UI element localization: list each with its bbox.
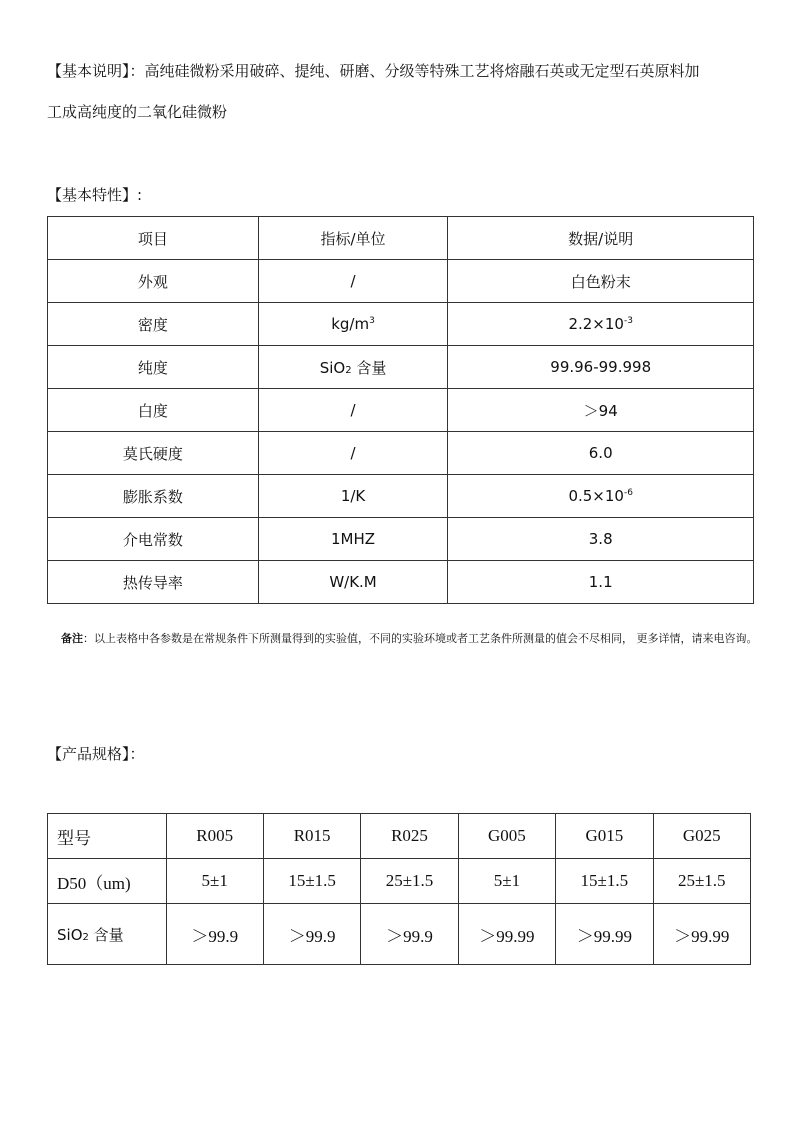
sio2-label	[48, 904, 167, 965]
property-name: 热传导率	[48, 561, 259, 604]
d50-cell: 15±1.5	[556, 859, 653, 904]
property-unit: /	[258, 432, 448, 475]
sio2-cell: ＞99.9	[166, 904, 263, 965]
property-name: 膨胀系数	[48, 475, 259, 518]
specs-sio2-row	[48, 904, 751, 965]
property-name: 莫氏硬度	[48, 432, 259, 475]
d50-cell: 5±1	[166, 859, 263, 904]
model-cell: R015	[263, 814, 360, 859]
specs-table	[47, 813, 751, 965]
properties-table	[47, 216, 754, 604]
property-name: 密度	[48, 303, 259, 346]
intro-line-2: 工成高纯度的二氧化硅微粉	[47, 103, 228, 121]
table-row	[48, 561, 754, 604]
d50-cell: 15±1.5	[263, 859, 360, 904]
property-unit: 1MHZ	[258, 518, 448, 561]
sio2-cell: ＞99.9	[263, 904, 360, 965]
table-row	[48, 432, 754, 475]
properties-title: 【基本特性】:	[47, 186, 143, 204]
d50-cell: 5±1	[458, 859, 555, 904]
sio2-label-subscript: 2	[82, 931, 89, 943]
specs-model-row	[48, 814, 751, 859]
d50-cell: 25±1.5	[653, 859, 750, 904]
table-row	[48, 303, 754, 346]
header-item: 项目	[48, 217, 259, 260]
unit-base: kg/m	[331, 315, 370, 333]
property-value	[448, 303, 754, 346]
model-cell: G015	[556, 814, 653, 859]
table-row	[48, 346, 754, 389]
table-row	[48, 518, 754, 561]
property-unit: /	[258, 389, 448, 432]
property-value: 1.1	[448, 561, 754, 604]
sio2-label-suffix: 含量	[88, 925, 124, 944]
sio2-cell: ＞99.9	[361, 904, 458, 965]
model-cell: G005	[458, 814, 555, 859]
specs-d50-row	[48, 859, 751, 904]
sio2-cell: ＞99.99	[458, 904, 555, 965]
sio2-cell: ＞99.99	[556, 904, 653, 965]
d50-cell: 25±1.5	[361, 859, 458, 904]
value-base: 0.5×10	[568, 487, 624, 505]
property-unit: W/K.M	[258, 561, 448, 604]
property-value	[448, 475, 754, 518]
unit-suffix: 含量	[351, 358, 387, 377]
property-value: 99.96-99.998	[448, 346, 754, 389]
d50-label: D50（um)	[48, 859, 167, 904]
header-unit: 指标/单位	[258, 217, 448, 260]
header-value: 数据/说明	[448, 217, 754, 260]
model-cell: R025	[361, 814, 458, 859]
table-row	[48, 475, 754, 518]
property-value: 白色粉末	[448, 260, 754, 303]
property-name: 纯度	[48, 346, 259, 389]
value-superscript: -3	[623, 316, 633, 326]
property-unit	[258, 346, 448, 389]
table-row	[48, 389, 754, 432]
property-value: ＞94	[448, 389, 754, 432]
property-value: 6.0	[448, 432, 754, 475]
model-label: 型号	[48, 814, 167, 859]
property-unit: /	[258, 260, 448, 303]
value-base: 2.2×10	[568, 315, 624, 333]
value-superscript: -6	[623, 488, 633, 498]
intro-line-1: 【基本说明】：高纯硅微粉采用破碎、提纯、研磨、分级等特殊工艺将熔融石英或无定型石英原料加	[47, 62, 700, 80]
property-name: 介电常数	[48, 518, 259, 561]
footnote	[61, 626, 761, 652]
model-cell: G025	[653, 814, 750, 859]
sio2-label-base: SiO	[57, 925, 83, 944]
table-header-row	[48, 217, 754, 260]
unit-base: SiO	[319, 358, 346, 377]
property-name: 外观	[48, 260, 259, 303]
model-cell: R005	[166, 814, 263, 859]
property-value: 3.8	[448, 518, 754, 561]
unit-superscript: 3	[369, 316, 375, 326]
property-unit	[258, 303, 448, 346]
specs-title: 【产品规格】：	[47, 745, 145, 763]
footnote-text: ：以上表格中各参数是在常规条件下所测量得到的实验值，不同的实验环境或者工艺条件所测量的值会不尽相同， 更多详情，请来电咨询。	[83, 632, 758, 645]
property-name: 白度	[48, 389, 259, 432]
sio2-cell: ＞99.99	[653, 904, 750, 965]
property-unit: 1/K	[258, 475, 448, 518]
table-row	[48, 260, 754, 303]
footnote-label: 备注	[61, 632, 83, 645]
unit-subscript: 2	[345, 364, 352, 376]
